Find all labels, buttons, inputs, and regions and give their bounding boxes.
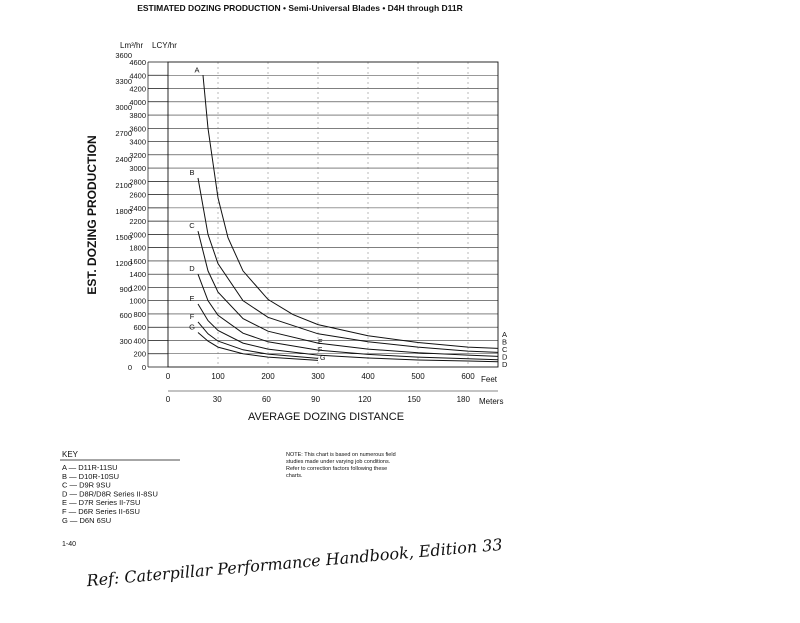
x-unit-meters: Meters	[479, 397, 504, 406]
y-tick-label-metric: 1200	[115, 258, 132, 268]
curve-end-label: A	[502, 330, 508, 339]
curve-end-label: B	[502, 337, 508, 347]
y-tick-label-lcy: 3000	[129, 164, 146, 174]
x-tick-label-feet: 400	[361, 372, 375, 381]
y-tick-label-lcy: 1200	[129, 283, 146, 293]
curve-end-label: D	[502, 352, 508, 362]
x-tick-label-feet: 0	[165, 372, 171, 381]
y-tick-label-lcy: 3600	[129, 124, 146, 134]
curve-end-label: D	[502, 360, 508, 369]
x-tick-label-feet: 300	[311, 372, 325, 381]
handwritten-reference: Ref: Caterpillar Performance Handbook, Edition 33	[85, 534, 504, 591]
y-tick-label-metric: 2400	[115, 154, 132, 164]
y-tick-label-lcy: 0	[141, 363, 146, 372]
y-tick-label-lcy: 4200	[129, 84, 146, 94]
curve-end-label: C	[502, 345, 508, 354]
production-curves	[189, 65, 508, 369]
chart-note-line: NOTE: This chart is based on numerous field	[286, 452, 396, 458]
key-item: B — D10R-10SU	[62, 471, 120, 481]
x-tick-label-meters: 60	[261, 395, 271, 404]
x-tick-label-meters: 180	[456, 395, 470, 404]
x-tick-label-feet: 500	[411, 372, 425, 381]
y-tick-label-metric: 3300	[115, 76, 132, 86]
y-tick-label-lcy: 1800	[129, 243, 146, 253]
curve-start-label: G	[189, 322, 195, 332]
y-tick-label-metric: 2100	[115, 180, 132, 190]
page-number: 1-40	[62, 541, 77, 548]
key-item: E — D7R Series II-7SU	[62, 498, 141, 508]
x-axis-label: AVERAGE DOZING DISTANCE	[247, 411, 405, 423]
y-tick-label-lcy: 800	[133, 309, 146, 319]
y-tick-label-lcy: 1400	[129, 270, 146, 280]
y-tick-label-lcy: 3200	[129, 150, 146, 160]
key-item: G — D6N 6SU	[62, 515, 112, 525]
curve-start-label: F	[189, 311, 195, 321]
y-tick-label-metric: 1500	[115, 232, 132, 242]
y-tick-label-lcy: 2000	[129, 230, 146, 240]
y-tick-label-lcy: 4400	[129, 71, 146, 81]
key-item: C — D9R 9SU	[62, 480, 111, 490]
y-unit-metric: Lm³/hr	[120, 41, 144, 50]
x-tick-label-meters: 90	[311, 395, 321, 404]
chart-note	[286, 452, 396, 479]
curve-c	[198, 231, 498, 356]
y-tick-label-lcy: 200	[133, 349, 146, 359]
curve-mid-label: E	[318, 339, 323, 346]
y-tick-label-metric: 0	[127, 363, 132, 372]
x-unit-feet: Feet	[481, 375, 498, 384]
curve-a	[203, 75, 498, 348]
y-tick-label-lcy: 1000	[129, 296, 146, 306]
y-tick-label-lcy: 4000	[129, 97, 146, 107]
curve-start-label: C	[189, 221, 195, 231]
y-tick-label-lcy: 3800	[129, 111, 146, 121]
curve-mid-label: F	[318, 347, 323, 354]
curve-mid-label: G	[320, 355, 326, 362]
curve-start-label: B	[189, 168, 195, 178]
key-item: F — D6R Series II-6SU	[62, 507, 140, 516]
key-item: A — D11R-11SU	[62, 463, 118, 472]
y-tick-label-metric: 300	[119, 336, 132, 346]
y-tick-label-metric: 900	[119, 284, 132, 294]
y-tick-label-metric: 3600	[115, 50, 132, 60]
y-tick-label-lcy: 1600	[129, 256, 146, 266]
y-tick-label-metric: 1800	[115, 206, 132, 216]
y-tick-label-lcy: 2800	[129, 177, 146, 187]
x-tick-label-feet: 100	[211, 372, 225, 381]
y-tick-label-lcy: 3400	[129, 137, 146, 147]
curve-start-label: A	[194, 65, 200, 75]
x-tick-label-feet: 200	[261, 372, 275, 381]
key-title: KEY	[62, 450, 79, 459]
y-tick-label-lcy: 2200	[129, 217, 146, 227]
curve-b	[198, 178, 498, 352]
y-tick-label-metric: 600	[119, 310, 132, 320]
chart-note-line: Refer to correction factors following these	[286, 466, 388, 472]
chart-gridlines	[168, 62, 498, 367]
y-axis-ticks	[115, 51, 168, 372]
x-axis-ticks	[166, 372, 498, 404]
y-tick-label-lcy: 400	[133, 336, 146, 346]
x-tick-label-meters: 30	[212, 395, 222, 404]
x-tick-label-feet: 600	[461, 372, 475, 381]
y-tick-label-lcy: 2600	[129, 190, 146, 200]
y-axis-label: EST. DOZING PRODUCTION	[85, 135, 99, 295]
x-tick-label-meters: 150	[407, 395, 421, 404]
curve-start-label: D	[189, 264, 195, 274]
chart-note-line: charts.	[286, 473, 303, 479]
key-item: D — D8R/D8R Series II-8SU	[62, 489, 158, 499]
y-tick-label-lcy: 4600	[129, 58, 146, 67]
y-tick-label-metric: 2700	[115, 128, 132, 138]
curve-start-label: E	[189, 294, 195, 304]
y-unit-imperial: LCY/hr	[152, 41, 177, 50]
y-tick-label-lcy: 600	[133, 323, 146, 333]
x-tick-label-meters: 120	[358, 395, 372, 404]
chart-title: ESTIMATED DOZING PRODUCTION • Semi-Universal Blades • D4H through D11R	[137, 3, 463, 13]
plot-frame	[168, 62, 498, 367]
key-list	[62, 463, 158, 525]
chart-note-line: studies made under varying job conditions.	[286, 459, 391, 465]
y-tick-label-metric: 3000	[115, 102, 132, 112]
y-tick-label-lcy: 2400	[129, 203, 146, 213]
x-tick-label-meters: 0	[165, 395, 171, 404]
